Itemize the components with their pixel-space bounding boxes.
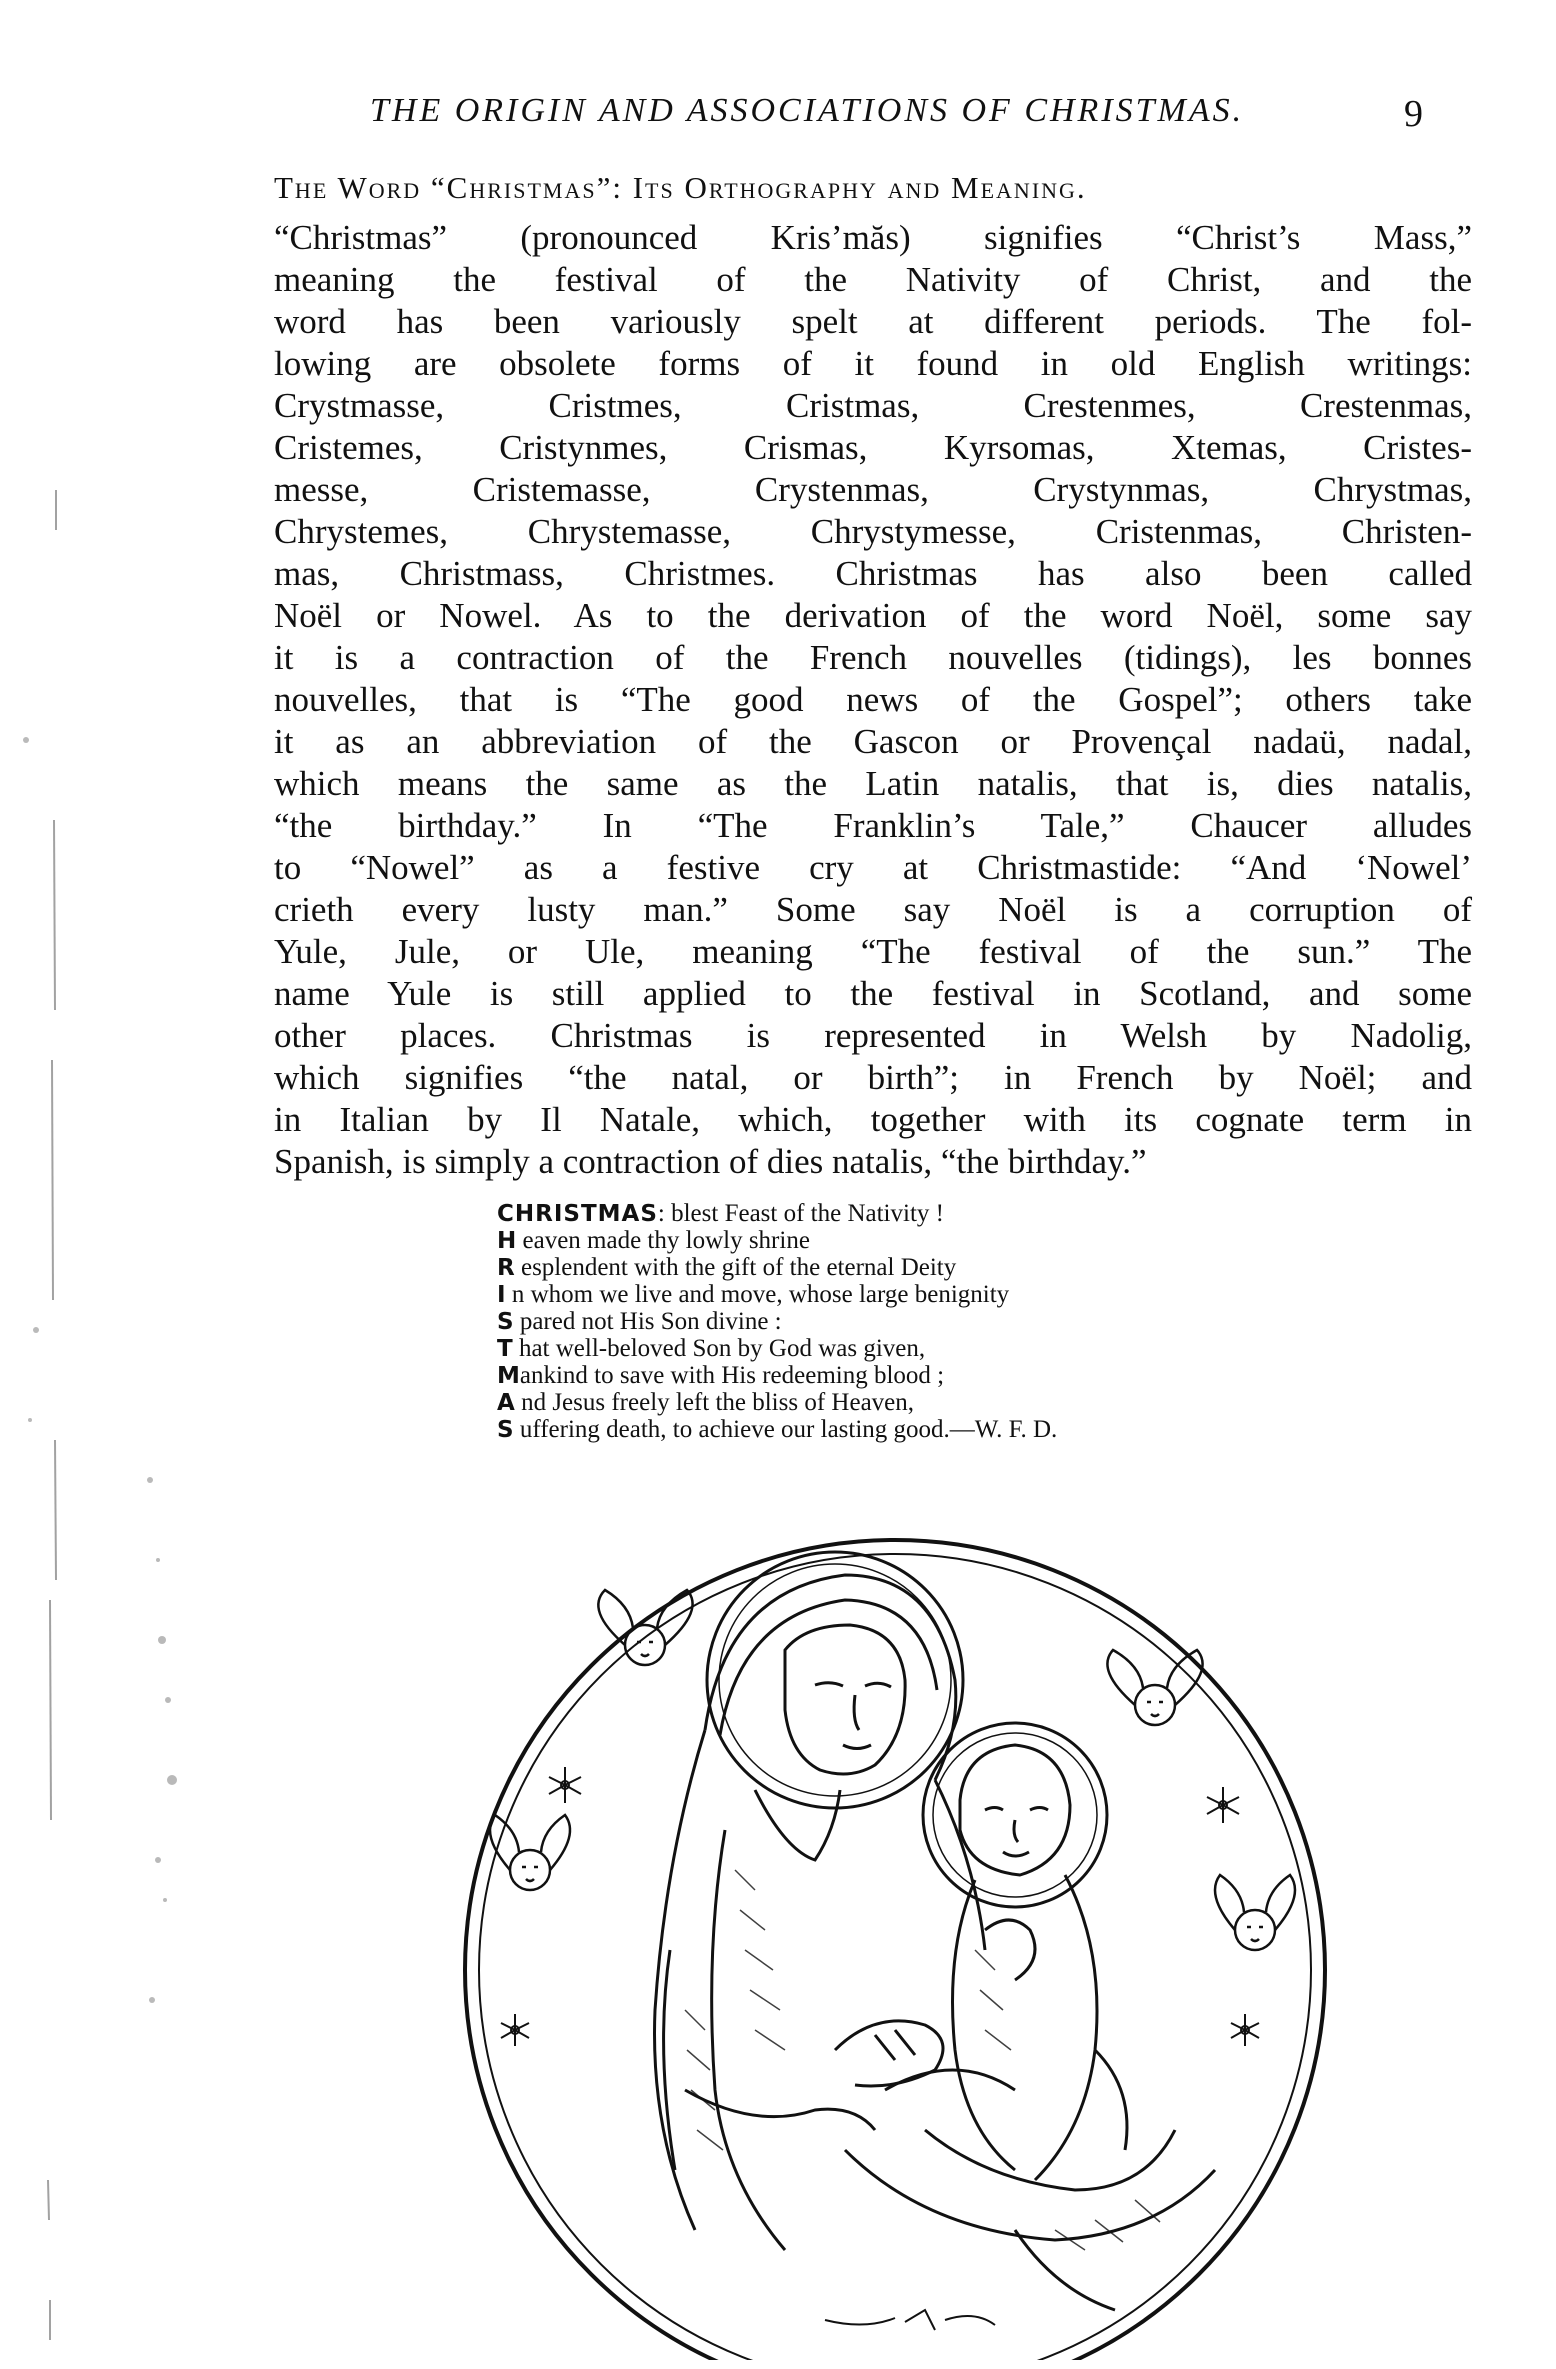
paragraph-line: Chrystemes, Chrystemasse, Chrystymesse, Cristenmas, Christen-: [274, 512, 1472, 551]
star-flower-icon: [501, 2014, 529, 2046]
poem-line: [497, 1335, 1357, 1362]
child-figure: [845, 1745, 1215, 2310]
cherub-icon: [490, 1815, 570, 1890]
poem-line-text: nd Jesus freely left the bliss of Heaven,: [514, 1389, 915, 1416]
paragraph-line: other places. Christmas is represented in Welsh by Nadolig,: [274, 1016, 1472, 1055]
madonna-figure: [655, 1575, 986, 2250]
running-head: THE ORIGIN AND ASSOCIATIONS OF CHRISTMAS.: [370, 92, 1245, 129]
poem-line: [497, 1308, 1357, 1335]
poem-initial: A: [497, 1390, 515, 1416]
poem-line-text: n whom we live and move, whose large benignity: [505, 1281, 1010, 1308]
page-number: 9: [1404, 93, 1423, 135]
section-heading: The Word “Christmas”: Its Orthography and Meaning.: [274, 170, 1087, 205]
poem-initial: R: [497, 1255, 515, 1281]
poem-head-word: CHRISTMAS: [497, 1201, 658, 1227]
poem-line: [497, 1416, 1357, 1443]
poem-line-text: pared not His Son divine :: [513, 1308, 782, 1335]
paragraph-line: “Christmas” (pronounced Kris’măs) signifies “Christ’s Mass,”: [274, 218, 1472, 257]
poem-line-text: uffering death, to achieve our lasting good.—W. F. D.: [513, 1416, 1058, 1443]
star-flower-icon: [1207, 1787, 1239, 1823]
paragraph-line: it as an abbreviation of the Gascon or Provençal nadaü, nadal,: [274, 722, 1472, 761]
poem-initial: I: [497, 1282, 506, 1308]
poem-line: [497, 1227, 1357, 1254]
poem-head-rest: : blest Feast of the Nativity !: [657, 1200, 944, 1227]
paragraph-line: meaning the festival of the Nativity of Christ, and the: [274, 260, 1472, 299]
paragraph-line: it is a contraction of the French nouvelles (tidings), les bonnes: [274, 638, 1472, 677]
paragraph-line: to “Nowel” as a festive cry at Christmastide: “And ‘Nowel’: [274, 848, 1472, 887]
poem-initial: T: [497, 1336, 513, 1362]
paragraph-line: mas, Christmass, Christmes. Christmas has also been called: [274, 554, 1472, 593]
cherub-icon: [598, 1590, 692, 1665]
poem-line-text: esplendent with the gift of the eternal Deity: [514, 1254, 957, 1281]
paragraph-line: nouvelles, that is “The good news of the Gospel”; others take: [274, 680, 1472, 719]
poem-head-line: [497, 1200, 1357, 1227]
margin-show-through: [0, 0, 230, 2369]
poem-line-text: hat well-beloved Son by God was given,: [512, 1335, 926, 1362]
star-flower-icon: [1231, 2014, 1259, 2046]
poem-line-text: eaven made thy lowly shrine: [516, 1227, 810, 1254]
poem-initial: S: [497, 1309, 514, 1335]
paragraph-line: Spanish, is simply a contraction of dies natalis, “the birthday.”: [274, 1142, 1147, 1181]
paragraph-line: Yule, Jule, or Ule, meaning “The festival of the sun.” The: [274, 932, 1472, 971]
poem-line: [497, 1389, 1357, 1416]
madonna-hands: [685, 2021, 943, 2130]
engraver-signature: [825, 2310, 995, 2330]
paragraph-line: “the birthday.” In “The Franklin’s Tale,” Chaucer alludes: [274, 806, 1472, 845]
paragraph-line: messe, Cristemasse, Crystenmas, Crystynmas, Chrystmas,: [274, 470, 1472, 509]
paragraph-line: Cristemes, Cristynmes, Crismas, Kyrsomas, Xtemas, Cristes-: [274, 428, 1472, 467]
drapery-hatching: [685, 1870, 1160, 2250]
acrostic-poem: [497, 1200, 1357, 1443]
paragraph-line: crieth every lusty man.” Some say Noël is a corruption of: [274, 890, 1472, 929]
poem-line: [497, 1281, 1357, 1308]
poem-initial: M: [497, 1363, 520, 1389]
paragraph-line: which means the same as the Latin natalis, that is, dies natalis,: [274, 764, 1472, 803]
paragraph-line: which signifies “the natal, or birth”; in French by Noël; and: [274, 1058, 1472, 1097]
roundel-inner-ring: [479, 1554, 1311, 2360]
roundel-outer-ring: [465, 1540, 1325, 2360]
poem-initial: S: [497, 1417, 514, 1443]
paragraph-line: Noël or Nowel. As to the derivation of the word Noël, some say: [274, 596, 1472, 635]
body-paragraph: [274, 217, 1472, 1183]
poem-line: [497, 1362, 1357, 1389]
paragraph-line: Crystmasse, Cristmes, Cristmas, Crestenmes, Crestenmas,: [274, 386, 1472, 425]
cherub-icon: [1215, 1875, 1295, 1950]
paragraph-line: in Italian by Il Natale, which, together with its cognate term in: [274, 1100, 1472, 1139]
madonna-child-engraving: [455, 1530, 1335, 2360]
star-flower-icon: [549, 1767, 581, 1803]
poem-initial: H: [497, 1228, 517, 1254]
poem-line: [497, 1254, 1357, 1281]
paragraph-line: lowing are obsolete forms of it found in old English writings:: [274, 344, 1472, 383]
paragraph-line: word has been variously spelt at different periods. The fol-: [274, 302, 1472, 341]
paragraph-line: name Yule is still applied to the festival in Scotland, and some: [274, 974, 1472, 1013]
cherub-icon: [1107, 1650, 1202, 1725]
poem-line-text: ankind to save with His redeeming blood ;: [519, 1362, 945, 1389]
madonna-halo: [707, 1552, 963, 1808]
